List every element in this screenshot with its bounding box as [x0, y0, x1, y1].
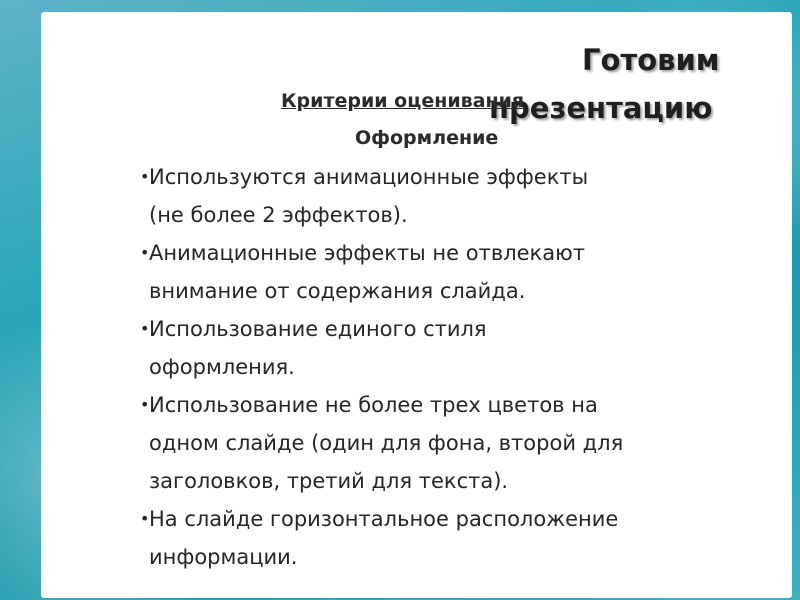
bullet-icon: •	[140, 167, 150, 186]
slide-title-line-2: презентацию	[489, 91, 713, 125]
bullet-icon: •	[140, 509, 150, 528]
criteria-list	[130, 158, 760, 576]
list-item	[130, 386, 760, 500]
list-item-text: На слайде горизонтальное расположение информации.	[149, 507, 619, 569]
criteria-heading: Критерии оценивания	[281, 90, 525, 112]
bullet-icon: •	[140, 395, 150, 414]
list-item	[130, 158, 760, 234]
list-item	[130, 310, 760, 386]
list-item	[130, 500, 760, 576]
slide-title-line-1: Готовим	[582, 43, 720, 77]
list-item-text: Использование единого стиля оформления.	[149, 317, 487, 379]
list-item-text: Используются анимационные эффекты (не более 2 эффектов).	[149, 165, 589, 227]
list-item-text: Анимационные эффекты не отвлекают внимание от содержания слайда.	[149, 241, 585, 303]
list-item-text: Использование не более трех цветов на одном слайде (один для фона, второй для заголовков, третий для текста).	[149, 393, 624, 493]
list-item	[130, 234, 760, 310]
bullet-icon: •	[140, 243, 150, 262]
bullet-icon: •	[140, 319, 150, 338]
section-heading: Оформление	[355, 127, 499, 149]
